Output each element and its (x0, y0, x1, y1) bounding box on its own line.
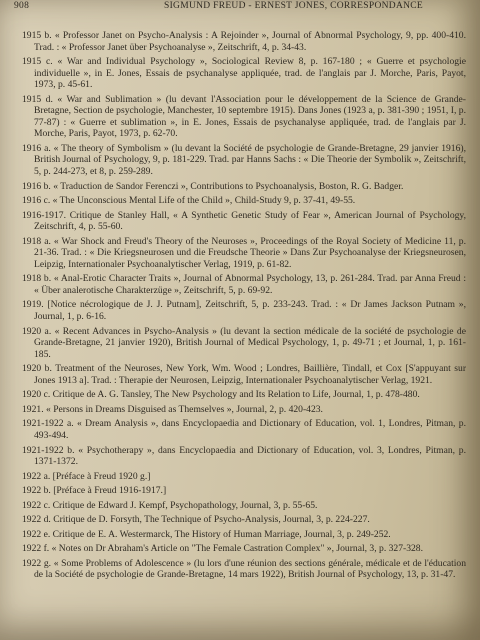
entry-text: Critique de E. A. Westermarck, The History of Human Marriage, Journal, 3, p. 249-252. (52, 528, 391, 540)
entry-year: 1916 b. (22, 180, 51, 192)
entry-text: « Recent Advances in Psycho-Analysis » (lu devant la section médicale de la société de psychologie de Grande-Bretagne, 21 janvier 1920), British Journal of Medical Psychology, 1, p. 49-71 ; et Journal, 1, p. 161-185. (34, 325, 466, 360)
entry-year: 1915 c. (22, 56, 53, 68)
entry-year: 1922 c. (22, 499, 51, 511)
entry-year: 1922 e. (22, 528, 51, 540)
entry-year: 1916-1917. (22, 209, 66, 221)
entry-text: Critique de Stanley Hall, « A Synthetic Genetic Study of Fear », American Journal of Psychology, Zeitschrift, 4, p. 55-60. (34, 209, 466, 233)
entry-text: « Professor Janet on Psycho-Analysis : A Rejoinder », Journal of Abnormal Psychology, 9, pp. 400-410. Trad. : « Professor Janet über Psychoanalyse », Zeitschrift, 4, p. 34-43. (34, 30, 467, 53)
bibliography-entry (22, 471, 466, 483)
entry-year: 1920 c. (22, 389, 51, 401)
bibliography-entry (22, 363, 466, 386)
bibliography-entry (22, 485, 466, 497)
entry-year: 1919. (22, 299, 44, 311)
entry-year: 1921. (22, 403, 44, 415)
entry-year: 1918 b. (22, 273, 52, 285)
bibliography-entry (22, 445, 466, 468)
entry-year: 1920 b. (22, 363, 52, 375)
entry-year: 1922 a. (22, 470, 51, 482)
entry-year: 1921-1922 a. (22, 418, 74, 430)
entry-year: 1921-1922 b. (22, 444, 75, 456)
entry-text: « Psychotherapy », dans Encyclopaedia and Dictionary of Education, vol. 3, Londres, Pitman, p. 1371-1372. (34, 444, 467, 468)
entry-year: 1922 b. (22, 485, 51, 497)
entry-text: Treatment of the Neuroses, New York, Wm. Wood ; Londres, Baillière, Tindall, et Cox [S'appuyant sur Jones 1913 a]. Trad. : Therapie der Neurosen, Leipzig, Internationaler Psychoanalytischer Verlag, 1921. (34, 363, 467, 386)
page-header (14, 1, 470, 15)
bibliography-entry (22, 56, 466, 91)
bibliography-entry (22, 326, 466, 361)
entry-year: 1922 f. (22, 543, 50, 555)
entry-text: [Notice nécrologique de J. J. Putnam], Zeitschrift, 5, p. 233-243. Trad. : « Dr James Jackson Putnam », Journal, 1, p. 6-16. (34, 299, 466, 323)
entry-text: « War and Sublimation » (lu devant l'Association pour le développement de la Science de Grande-Bretagne, Section de psychologie, Manchester, 10 septembre 1915). Dans Jones (1923 a, p. 381-390 ; 1951, I, p. 77-87) : « Guerre et sublimation », in E. Jones, Essais de psychanalyse appliquée, trad. de l'anglais par J. Morche, Paris, Payot, 1973, p. 62-70. (34, 93, 466, 140)
entry-year: 1916 c. (22, 195, 51, 207)
bibliography-entry (22, 94, 466, 140)
bibliography-entry (22, 236, 466, 271)
bibliography-entry (22, 181, 466, 193)
bibliography-list (22, 30, 466, 640)
bibliography-entry (22, 299, 466, 322)
bibliography-entry (22, 195, 466, 207)
entry-year: 1922 g. (22, 557, 52, 569)
bibliography-entry (22, 558, 466, 581)
bibliography-entry (22, 210, 466, 233)
entry-text: Critique de D. Forsyth, The Technique of Psycho-Analysis, Journal, 3, p. 224-227. (53, 514, 370, 526)
entry-text: « War and Individual Psychology », Sociological Review 8, p. 167-180 ; « Guerre et psychologie individuelle », in E. Jones, Essais de psychanalyse appliquée, trad. de l'anglais par J. Morche, Paris, Payot, 1973, p. 45-61. (34, 56, 466, 91)
bibliography-entry (22, 404, 466, 416)
entry-text: « The Unconscious Mental Life of the Child », Child-Study 9, p. 37-41, 49-55. (52, 195, 356, 207)
bibliography-entry (22, 418, 466, 441)
entry-year: 1915 b. (22, 30, 52, 41)
bibliography-entry (22, 273, 466, 296)
entry-text: « Traduction de Sandor Ferenczi », Contributions to Psychoanalysis, Boston, R. G. Badger. (53, 180, 404, 192)
entry-year: 1920 a. (22, 325, 52, 337)
entry-text: « Anal-Erotic Character Traits », Journal of Abnormal Psychology, 13, p. 261-284. Trad. par Anna Freud : « Über analerotische Charakterzüge », Zeitschrift, 5, p. 69-92. (34, 273, 466, 296)
entry-text: [Préface à Freud 1916-1917.] (53, 485, 167, 497)
entry-year: 1916 a. (22, 142, 51, 154)
entry-text: « War Shock and Freud's Theory of the Neuroses », Proceedings of the Royal Society of Medicine 11, p. 21-36. Trad. : « Die Kriegsneurosen und die Freudsche Theorie » Dans Zur Psychoanalyse der Kriegsneurosen, Leipzig, Internationaler Psychoanalytischer Verlag, 1919, p. 61-82. (34, 235, 466, 270)
entry-text: « Some Problems of Adolescence » (lu lors d'une réunion des sections générale, médicale et de l'éducation de la Société de psychologie de Grande-Bretagne, 14 mars 1922), British Journal of Psychology, 13, p. 31-47. (34, 557, 467, 581)
bibliography-entry (22, 389, 466, 401)
bibliography-entry (22, 500, 466, 512)
page-number: 908 (14, 1, 30, 11)
running-title: SIGMUND FREUD - ERNEST JONES, CORRESPONDANCE (164, 1, 423, 11)
entry-text: « The theory of Symbolism » (lu devant la Société de psychologie de Grande-Bretagne, 29 janvier 1916), British Journal of Psychology, 9, p. 181-229. Trad. par Hanns Sachs : « Die Theorie der Symbolik », Zeitschrift, 5, p. 244-273, et 8, p. 259-289. (34, 142, 466, 178)
entry-year: 1922 d. (22, 514, 51, 526)
entry-text: « Dream Analysis », dans Encyclopaedia and Dictionary of Education, vol. 1, Londres, Pitman, p. 493-494. (34, 418, 467, 441)
entry-text: Critique de A. G. Tansley, The New Psychology and Its Relation to Life, Journal, 1, p. 478-480. (52, 389, 420, 401)
entry-text: « Notes on Dr Abraham's Article on "The Female Castration Complex" », Journal, 3, p. 327-328. (51, 543, 423, 555)
entry-year: 1918 a. (22, 235, 51, 247)
entry-text: [Préface à Freud 1920 g.] (52, 470, 151, 482)
bibliography-entry (22, 143, 466, 178)
entry-text: Critique de Edward J. Kempf, Psychopathology, Journal, 3, p. 55-65. (52, 499, 318, 511)
bibliography-entry (22, 529, 466, 541)
entry-year: 1915 d. (22, 93, 53, 105)
entry-text: « Persons in Dreams Disguised as Themselves », Journal, 2, p. 420-423. (46, 403, 323, 415)
bibliography-entry (22, 543, 466, 555)
bibliography-entry (22, 30, 466, 53)
bibliography-entry (22, 514, 466, 526)
